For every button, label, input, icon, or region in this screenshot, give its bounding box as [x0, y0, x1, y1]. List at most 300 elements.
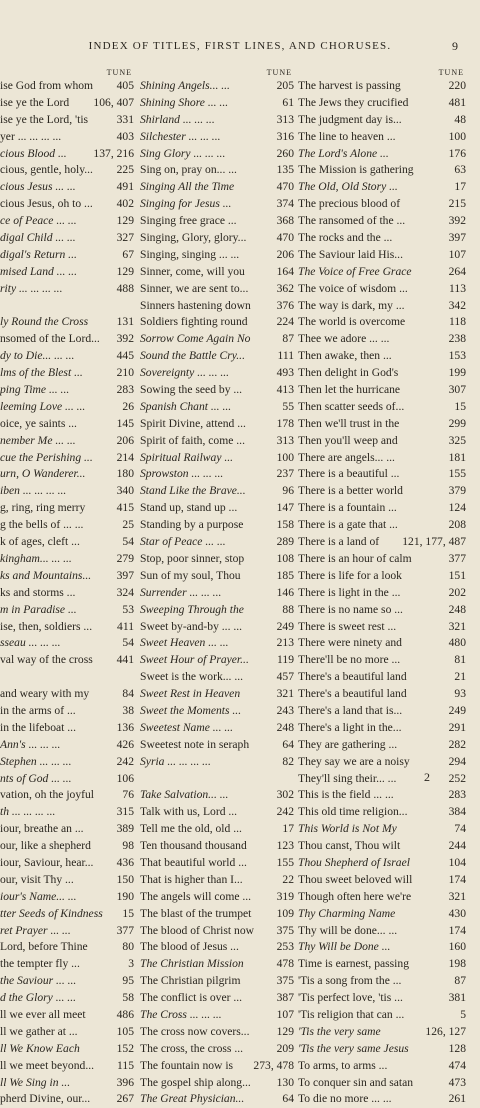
- entry-hymn-number: 137, 216: [93, 146, 134, 160]
- entry-hymn-number: 124: [448, 501, 466, 515]
- index-entry: [0, 196, 134, 213]
- entry-title: Singing for Jesus ...: [140, 197, 232, 211]
- index-entry: [140, 95, 294, 112]
- entry-hymn-number: 107: [448, 247, 466, 261]
- entry-hymn-number: 178: [276, 416, 294, 430]
- index-entry: [140, 146, 294, 163]
- entry-title: Spirit Divine, attend ...: [140, 416, 246, 430]
- entry-title: There's a beautiful land: [298, 687, 407, 701]
- entry-hymn-number: 176: [448, 146, 466, 160]
- index-column-1: [0, 68, 134, 1106]
- entry-hymn-number: 129: [116, 264, 134, 278]
- signature-mark: 2: [424, 770, 430, 784]
- index-entry: [140, 551, 294, 568]
- entry-title: d the Glory ... ...: [0, 991, 76, 1005]
- index-entry: [140, 466, 294, 483]
- index-entry: [140, 568, 294, 585]
- entry-title: digal Child ... ...: [0, 231, 76, 245]
- entry-hymn-number: 486: [116, 1007, 134, 1021]
- index-entry: [0, 906, 134, 923]
- entry-hymn-number: 118: [449, 315, 466, 329]
- index-entry: [140, 1007, 294, 1024]
- index-entry: [0, 433, 134, 450]
- entry-hymn-number: 15: [122, 906, 134, 920]
- entry-title: cue the Perishing ...: [0, 450, 93, 464]
- entry-title: g, ring, ring merry: [0, 501, 86, 515]
- entry-hymn-number: 321: [448, 889, 466, 903]
- index-entry: [140, 500, 294, 517]
- entry-hymn-number: 93: [454, 687, 466, 701]
- index-entry: [140, 652, 294, 669]
- entry-hymn-number: 55: [282, 399, 294, 413]
- entry-hymn-number: 474: [448, 1058, 466, 1072]
- entry-title: The angels will come ...: [140, 889, 252, 903]
- entry-hymn-number: 342: [448, 298, 466, 312]
- entry-hymn-number: 48: [454, 112, 466, 126]
- entry-title: This old time religion...: [298, 805, 408, 819]
- entry-hymn-number: 54: [122, 636, 134, 650]
- index-entry: [298, 939, 466, 956]
- entry-title: The world is overcome: [298, 315, 406, 329]
- entry-title: ping Time ... ...: [0, 383, 70, 397]
- entry-title: ise ye the Lord: [0, 95, 70, 109]
- entry-title: iour, breathe an ...: [0, 822, 84, 836]
- entry-hymn-number: 87: [282, 332, 294, 346]
- index-entry: [140, 804, 294, 821]
- index-entry: [0, 619, 134, 636]
- index-entry: [298, 264, 466, 281]
- entry-title: cious, gentle, holy...: [0, 163, 93, 177]
- entry-hymn-number: 155: [448, 467, 466, 481]
- entry-hymn-number: 130: [276, 1075, 294, 1089]
- entry-hymn-number: 174: [448, 872, 466, 886]
- entry-hymn-number: 248: [276, 720, 294, 734]
- entry-hymn-number: 80: [122, 940, 134, 954]
- index-entry: [298, 838, 466, 855]
- entry-hymn-number: 282: [448, 737, 466, 751]
- entry-title: The way is dark, my ...: [298, 298, 405, 312]
- entry-title: Then awake, then ...: [298, 349, 392, 363]
- index-entry: [140, 365, 294, 382]
- index-column-2: [140, 68, 294, 1106]
- entry-title: The rocks and the ...: [298, 231, 393, 245]
- entry-title: ll We Sing in ...: [0, 1075, 71, 1089]
- index-entry: [0, 298, 134, 315]
- index-entry: [140, 1024, 294, 1041]
- index-entry: [140, 990, 294, 1007]
- entry-hymn-number: 480: [448, 636, 466, 650]
- entry-title: nts of God ... ...: [0, 771, 72, 785]
- entry-hymn-number: 106, 407: [93, 95, 134, 109]
- entry-title: The Voice of Free Grace: [298, 264, 412, 278]
- entry-hymn-number: 325: [448, 433, 466, 447]
- entry-title: The harvest is passing: [298, 79, 401, 92]
- entry-hymn-number: 64: [282, 737, 294, 751]
- index-entry: [298, 162, 466, 179]
- entry-hymn-number: 54: [122, 535, 134, 549]
- index-entry: [0, 602, 134, 619]
- index-entry: [140, 771, 294, 788]
- entry-title: val way of the cross: [0, 653, 93, 667]
- entry-hymn-number: 238: [448, 332, 466, 346]
- entry-title: Then let the hurricane: [298, 383, 401, 397]
- entry-title: yer ... ... ... ...: [0, 129, 62, 143]
- entry-hymn-number: 324: [116, 585, 134, 599]
- entry-hymn-number: 377: [448, 551, 466, 565]
- entry-hymn-number: 396: [116, 1075, 134, 1089]
- entry-title: There is life for a look: [298, 568, 402, 582]
- entry-hymn-number: 457: [276, 670, 294, 684]
- entry-title: k of ages, cleft ...: [0, 535, 80, 549]
- entry-hymn-number: 135: [276, 163, 294, 177]
- entry-title: dy to Die... ... ...: [0, 349, 75, 363]
- entry-hymn-number: 299: [448, 416, 466, 430]
- entry-hymn-number: 415: [116, 501, 134, 515]
- index-entry: [140, 669, 294, 686]
- entry-title: Then scatter seeds of...: [298, 399, 405, 413]
- index-entry: [140, 923, 294, 940]
- index-entry: [0, 382, 134, 399]
- entry-hymn-number: 5: [460, 1007, 466, 1021]
- index-entry: [298, 95, 466, 112]
- index-entry: [298, 652, 466, 669]
- index-entry: [298, 906, 466, 923]
- entry-hymn-number: 26: [122, 399, 134, 413]
- entry-title: cious Jesus ... ...: [0, 180, 76, 194]
- entry-hymn-number: 145: [116, 416, 134, 430]
- entry-title: Sweet Hour of Prayer...: [140, 653, 249, 667]
- entry-title: Stand up, stand up ...: [140, 501, 238, 515]
- entry-hymn-number: 267: [116, 1092, 134, 1106]
- entry-hymn-number: 113: [449, 281, 466, 295]
- entry-hymn-number: 249: [448, 703, 466, 717]
- index-entry: [140, 686, 294, 703]
- entry-title: The ransomed of the ...: [298, 214, 406, 228]
- index-entry: [0, 348, 134, 365]
- entry-hymn-number: 283: [448, 788, 466, 802]
- entry-hymn-number: 392: [116, 332, 134, 346]
- entry-title: in the arms of ...: [0, 703, 76, 717]
- entry-title: The Mission is gathering: [298, 163, 414, 177]
- entry-title: tter Seeds of Kindness: [0, 906, 103, 920]
- entry-hymn-number: 155: [276, 855, 294, 869]
- entry-hymn-number: 84: [122, 687, 134, 701]
- entry-hymn-number: 213: [276, 636, 294, 650]
- entry-title: There'll be no more ...: [298, 653, 401, 667]
- index-entry: [0, 1091, 134, 1108]
- entry-title: To arms, to arms ...: [298, 1058, 388, 1072]
- index-entry: [140, 906, 294, 923]
- entry-hymn-number: 198: [448, 957, 466, 971]
- index-entry: [298, 771, 466, 788]
- index-entry: [140, 973, 294, 990]
- index-entry: [298, 78, 466, 95]
- index-entry: [140, 703, 294, 720]
- entry-hymn-number: 387: [276, 991, 294, 1005]
- entry-title: Singing All the Time: [140, 180, 235, 194]
- index-entry: [140, 754, 294, 771]
- entry-hymn-number: 206: [276, 247, 294, 261]
- entry-title: Thee we adore ... ...: [298, 332, 390, 346]
- index-entry: [0, 162, 134, 179]
- index-entry: [298, 804, 466, 821]
- entry-title: Stop, poor sinner, stop: [140, 551, 245, 565]
- index-entry: [140, 720, 294, 737]
- entry-title: The Christian Mission: [140, 957, 244, 971]
- index-entry: [298, 568, 466, 585]
- index-entry: [140, 129, 294, 146]
- index-entry: [0, 686, 134, 703]
- entry-title: The gospel ship along...: [140, 1075, 251, 1089]
- index-entry: [0, 247, 134, 264]
- entry-hymn-number: 381: [448, 991, 466, 1005]
- entry-title: Spirit of faith, come ...: [140, 433, 245, 447]
- index-entry: [298, 990, 466, 1007]
- index-entry: [0, 517, 134, 534]
- index-entry: [0, 787, 134, 804]
- entry-hymn-number: 209: [276, 1041, 294, 1055]
- entry-hymn-number: 374: [276, 197, 294, 211]
- entry-title: 'Tis the very same: [298, 1024, 381, 1038]
- entry-title: Sweet the Moments ...: [140, 703, 242, 717]
- entry-title: Then delight in God's: [298, 366, 399, 380]
- entry-title: Silchester ... ... ...: [140, 129, 221, 143]
- entry-title: m in Paradise ...: [0, 602, 77, 616]
- index-entry: [0, 804, 134, 821]
- index-entry: [140, 433, 294, 450]
- entry-title: This World is Not My: [298, 822, 397, 836]
- entry-hymn-number: 319: [276, 889, 294, 903]
- entry-title: There is a fountain ...: [298, 501, 397, 515]
- entry-title: nember Me ... ...: [0, 433, 76, 447]
- entry-hymn-number: 61: [282, 95, 294, 109]
- index-entry: [0, 179, 134, 196]
- entry-hymn-number: 25: [122, 518, 134, 532]
- entry-hymn-number: 389: [116, 822, 134, 836]
- entry-title: Time is earnest, passing: [298, 957, 409, 971]
- entry-title: Shining Angels... ...: [140, 79, 230, 92]
- entry-title: Ten thousand thousand: [140, 839, 247, 853]
- entry-hymn-number: 375: [276, 974, 294, 988]
- index-entry: [0, 466, 134, 483]
- entry-hymn-number: 493: [276, 366, 294, 380]
- entry-hymn-number: 215: [448, 197, 466, 211]
- entry-title: Sing on, pray on... ...: [140, 163, 237, 177]
- entry-hymn-number: 129: [116, 214, 134, 228]
- entry-hymn-number: 302: [276, 788, 294, 802]
- entry-hymn-number: 121, 177, 487: [402, 535, 466, 549]
- entry-hymn-number: 376: [276, 298, 294, 312]
- entry-title: 'Tis the very same Jesus: [298, 1041, 409, 1055]
- entry-title: The Christian pilgrim: [140, 974, 241, 988]
- index-entry: [298, 754, 466, 771]
- entry-title: That is higher than I...: [140, 872, 243, 886]
- entry-title: The fountain now is: [140, 1058, 234, 1072]
- index-entry: [0, 872, 134, 889]
- entry-hymn-number: 88: [282, 602, 294, 616]
- entry-hymn-number: 397: [448, 231, 466, 245]
- entry-title: That beautiful world ...: [140, 855, 247, 869]
- entry-title: ks and storms ...: [0, 585, 76, 599]
- entry-title: The judgment day is...: [298, 112, 402, 126]
- index-entry: [298, 973, 466, 990]
- index-entry: [298, 787, 466, 804]
- index-entry: [140, 737, 294, 754]
- index-entry: [298, 331, 466, 348]
- entry-title: Thou Shepherd of Israel: [298, 855, 410, 869]
- index-entry: [140, 247, 294, 264]
- entry-hymn-number: 100: [276, 450, 294, 464]
- index-entry: [298, 517, 466, 534]
- entry-title: Sorrow Come Again No: [140, 332, 251, 346]
- index-entry: [0, 771, 134, 788]
- index-entry: [0, 534, 134, 551]
- entry-hymn-number: 253: [276, 940, 294, 954]
- index-entry: [140, 112, 294, 129]
- index-entry: [140, 1058, 294, 1075]
- entry-hymn-number: 294: [448, 754, 466, 768]
- entry-title: Spiritual Railway ...: [140, 450, 234, 464]
- entry-title: iour's Name... ...: [0, 889, 77, 903]
- index-entry: [0, 821, 134, 838]
- entry-title: Stand Like the Brave...: [140, 484, 246, 498]
- entry-hymn-number: 131: [116, 315, 134, 329]
- entry-title: The Jews they crucified: [298, 95, 409, 109]
- index-entry: [140, 416, 294, 433]
- entry-hymn-number: 291: [448, 720, 466, 734]
- index-entry: [298, 889, 466, 906]
- entry-title: There is light in the ...: [298, 585, 401, 599]
- entry-title: Then we'll trust in the: [298, 416, 400, 430]
- entry-hymn-number: 106: [116, 771, 134, 785]
- index-entry: [140, 855, 294, 872]
- entry-title: The Cross ... ... ...: [140, 1007, 222, 1021]
- index-entry: [140, 348, 294, 365]
- index-entry: [0, 889, 134, 906]
- index-entry: [298, 737, 466, 754]
- entry-title: Sweeping Through the: [140, 602, 244, 616]
- entry-title: Lord, before Thine: [0, 940, 88, 954]
- entry-hymn-number: 17: [282, 822, 294, 836]
- index-entry: [0, 129, 134, 146]
- index-entry: [140, 162, 294, 179]
- index-entry: [298, 382, 466, 399]
- index-entry: [0, 399, 134, 416]
- entry-title: The voice of wisdom ...: [298, 281, 408, 295]
- entry-hymn-number: 470: [276, 231, 294, 245]
- index-entry: [140, 838, 294, 855]
- entry-title: Sinner, come, will you: [140, 264, 245, 278]
- entry-hymn-number: 402: [116, 197, 134, 211]
- index-entry: [0, 1024, 134, 1041]
- index-entry: [298, 669, 466, 686]
- index-column-3: [298, 68, 466, 1106]
- entry-title: Thou canst, Thou wilt: [298, 839, 401, 853]
- entry-title: To conquer sin and satan: [298, 1075, 414, 1089]
- entry-title: 'Tis perfect love, 'tis ...: [298, 991, 403, 1005]
- entry-hymn-number: 105: [116, 1024, 134, 1038]
- index-entry: [140, 635, 294, 652]
- index-entry: [0, 669, 134, 686]
- entry-title: digal's Return ...: [0, 247, 77, 261]
- index-entry: [0, 568, 134, 585]
- entry-hymn-number: 74: [454, 822, 466, 836]
- entry-title: ce of Peace ... ...: [0, 214, 77, 228]
- entry-hymn-number: 397: [116, 568, 134, 582]
- entry-title: Talk with us, Lord ...: [140, 805, 238, 819]
- entry-hymn-number: 108: [276, 551, 294, 565]
- entry-title: There is a better world: [298, 484, 403, 498]
- index-entry: [0, 112, 134, 129]
- index-entry: [0, 483, 134, 500]
- entry-hymn-number: 126, 127: [425, 1024, 466, 1038]
- entry-hymn-number: 136: [116, 720, 134, 734]
- index-entry: [140, 331, 294, 348]
- entry-hymn-number: 95: [122, 974, 134, 988]
- index-entry: [298, 281, 466, 298]
- index-entry: [298, 635, 466, 652]
- index-entry: [140, 399, 294, 416]
- index-entry: [140, 382, 294, 399]
- entry-hymn-number: 470: [276, 180, 294, 194]
- entry-title: Though often here we're: [298, 889, 412, 903]
- entry-hymn-number: 146: [276, 585, 294, 599]
- entry-title: leeming Love ... ...: [0, 399, 86, 413]
- index-entry: [298, 602, 466, 619]
- entry-title: They'll sing their... ...: [298, 771, 397, 785]
- entry-title: There is a land of: [298, 535, 380, 549]
- index-entry: [140, 939, 294, 956]
- entry-hymn-number: 473: [448, 1075, 466, 1089]
- entry-title: The precious blood of: [298, 197, 401, 211]
- entry-title: There's a light in the...: [298, 720, 402, 734]
- index-entry: [298, 314, 466, 331]
- index-entry: [140, 1041, 294, 1058]
- entry-hymn-number: 58: [122, 991, 134, 1005]
- entry-hymn-number: 321: [448, 619, 466, 633]
- page-number: 9: [452, 39, 458, 53]
- entry-title: ll we meet beyond...: [0, 1058, 95, 1072]
- entry-hymn-number: 190: [116, 889, 134, 903]
- entry-title: This is the field ... ...: [298, 788, 394, 802]
- index-entry: [0, 1075, 134, 1092]
- entry-title: They are gathering ...: [298, 737, 398, 751]
- entry-hymn-number: 242: [276, 805, 294, 819]
- entry-title: Tell me the old, old ...: [140, 822, 242, 836]
- entry-hymn-number: 22: [282, 872, 294, 886]
- index-entry: [298, 872, 466, 889]
- entry-title: Sinners hastening down: [140, 298, 251, 312]
- entry-hymn-number: 174: [448, 923, 466, 937]
- entry-title: Sovereignty ... ... ...: [140, 366, 230, 380]
- index-entry: [140, 264, 294, 281]
- entry-title: Sweet Heaven ... ...: [140, 636, 229, 650]
- entry-title: nsomed of the Lord...: [0, 332, 100, 346]
- entry-title: ly Round the Cross: [0, 315, 89, 329]
- index-entry: [140, 872, 294, 889]
- entry-hymn-number: 316: [276, 129, 294, 143]
- entry-title: There is a beautiful ...: [298, 467, 400, 481]
- index-entry: [0, 1041, 134, 1058]
- entry-hymn-number: 63: [454, 163, 466, 177]
- index-entry: [0, 146, 134, 163]
- index-entry: [140, 179, 294, 196]
- entry-hymn-number: 488: [116, 281, 134, 295]
- entry-hymn-number: 151: [448, 568, 466, 582]
- index-entry: [140, 1075, 294, 1092]
- entry-title: ll we ever all meet: [0, 1007, 86, 1021]
- index-entry: [0, 95, 134, 112]
